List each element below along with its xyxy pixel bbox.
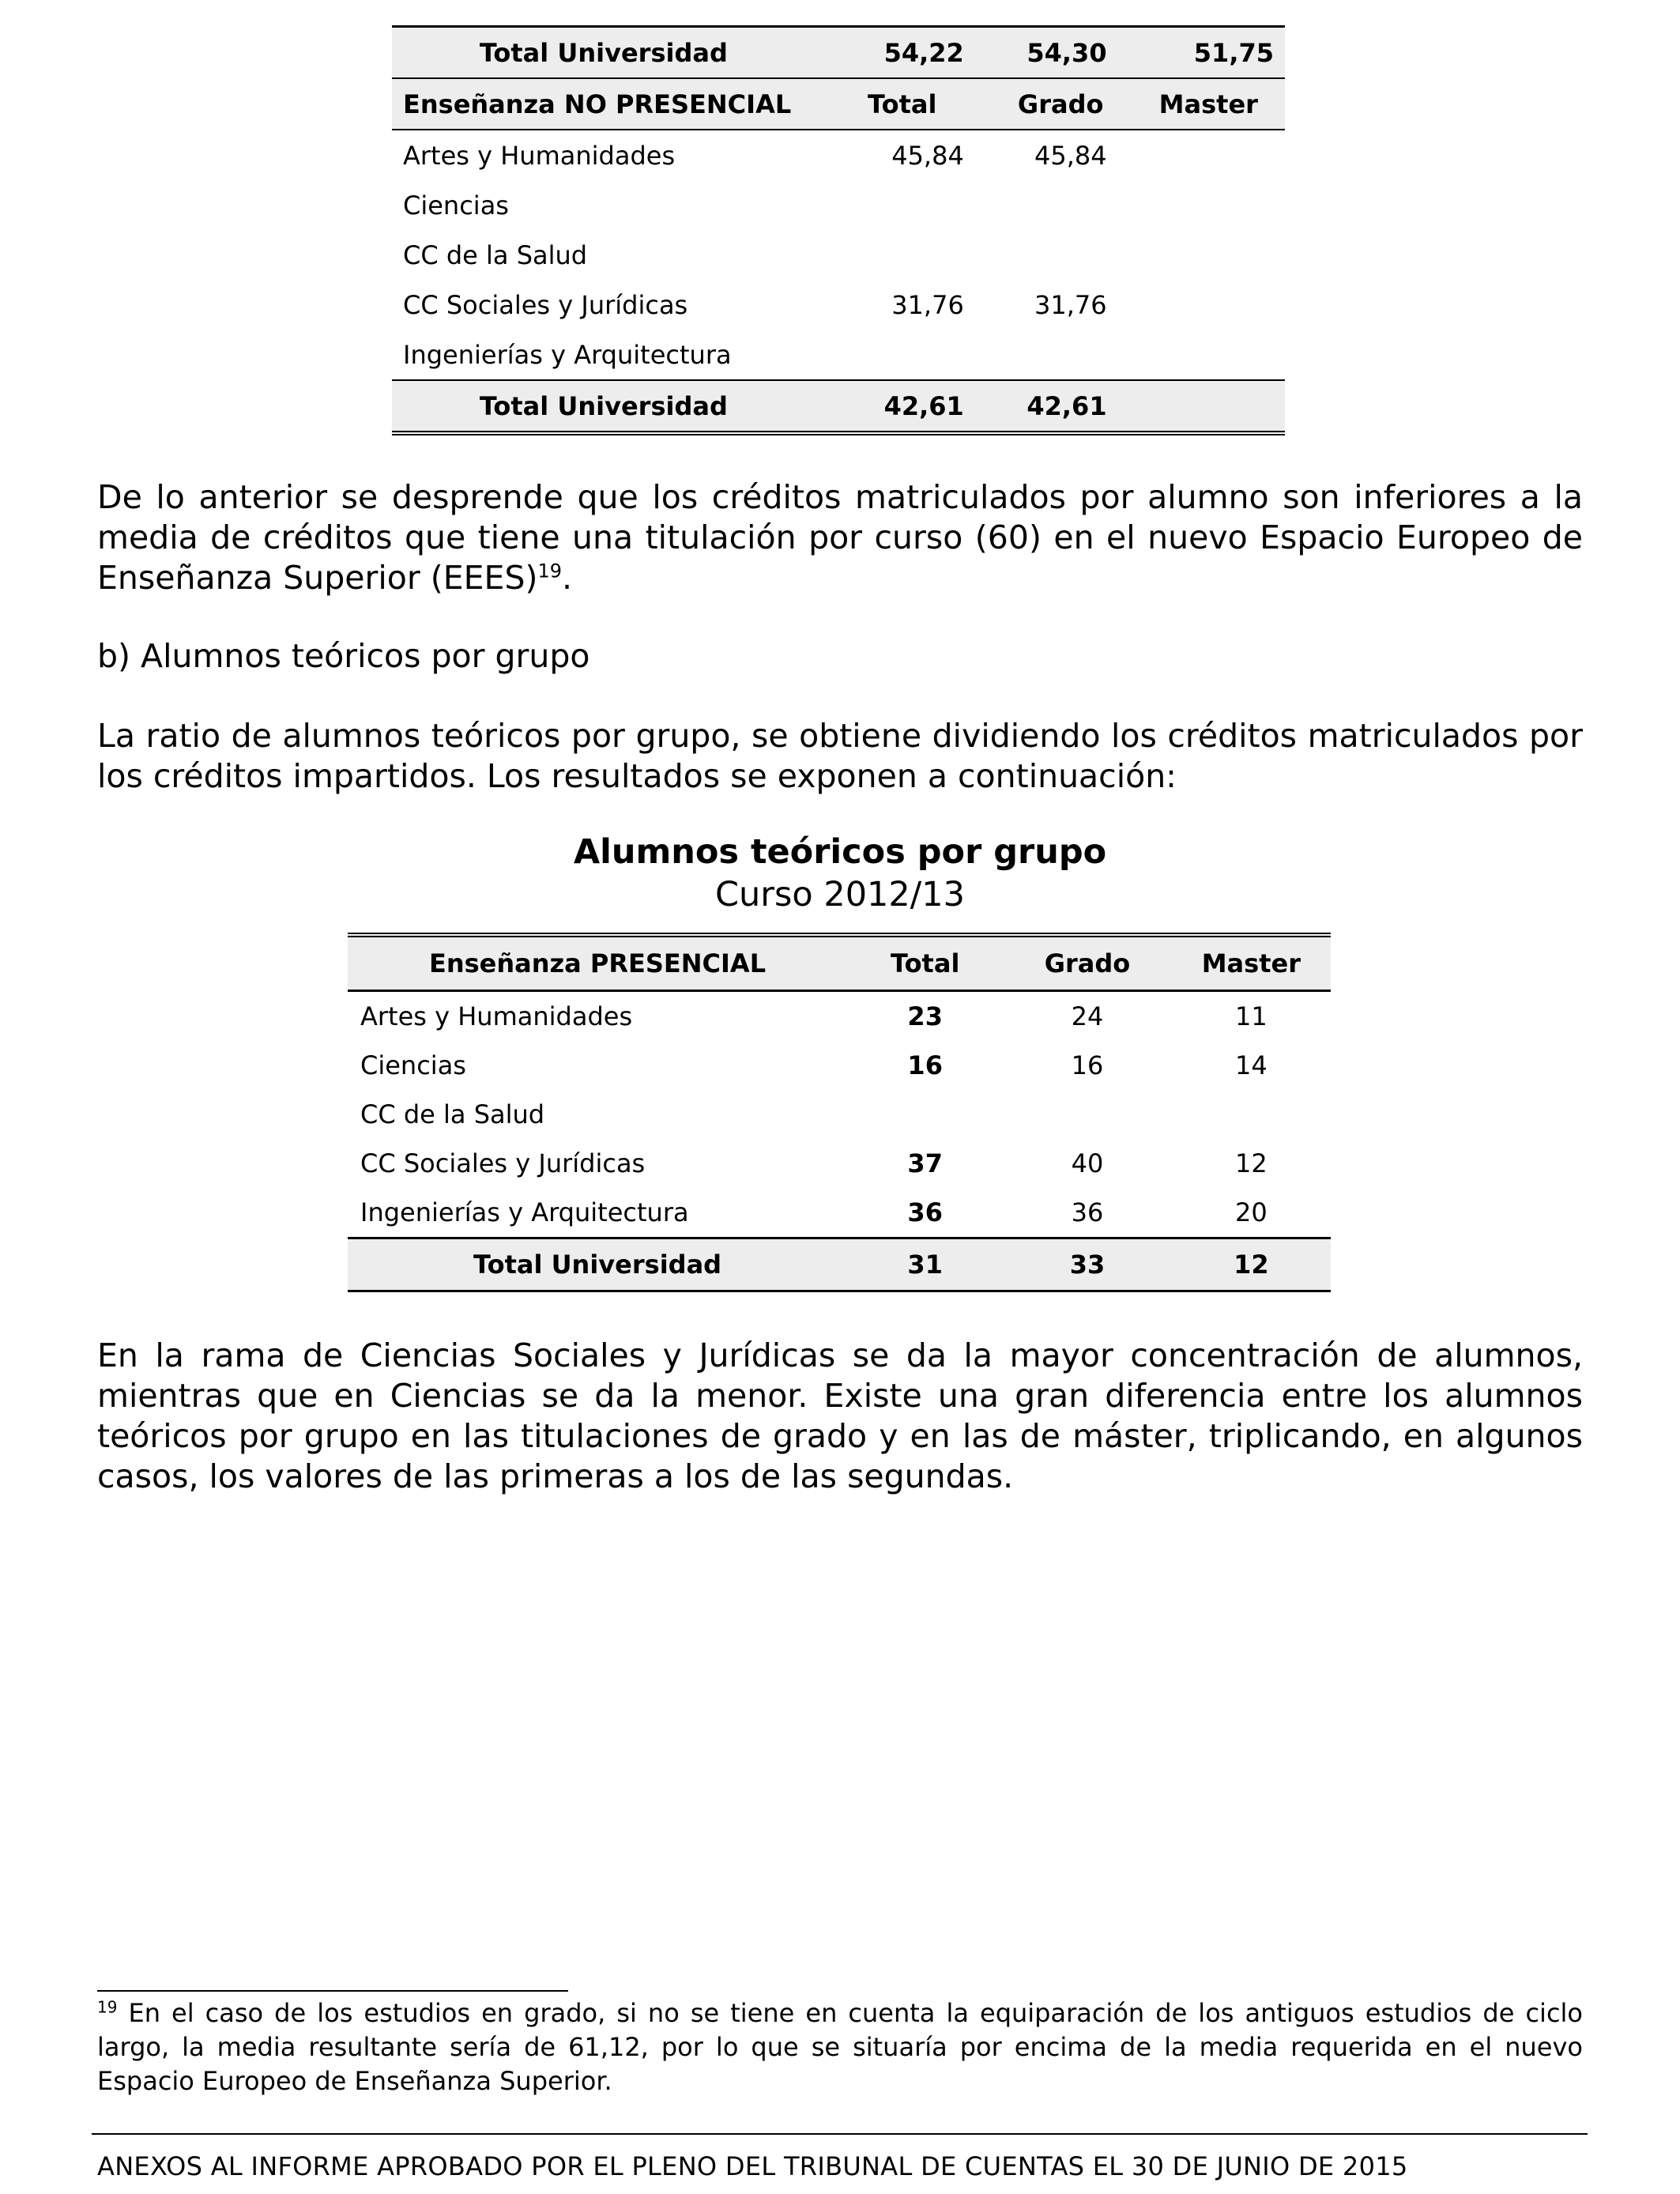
- footnote-separator: [97, 1990, 568, 1992]
- header-total: Total: [816, 78, 989, 130]
- header-grado: Grado: [1003, 935, 1171, 991]
- cell-grado: [1003, 1090, 1171, 1139]
- cell-master: [1172, 1090, 1331, 1139]
- cell-grado: 42,61: [989, 380, 1132, 433]
- paragraph-end: .: [562, 559, 573, 597]
- table-row: [348, 1188, 1331, 1238]
- cell-grado: 45,84: [1034, 140, 1107, 171]
- table-row: [348, 991, 1331, 1042]
- table-header-row: [348, 935, 1331, 991]
- cell-grado: 16: [1071, 1050, 1104, 1080]
- cell-master: [1132, 380, 1285, 433]
- cell-total: 37: [907, 1148, 943, 1178]
- cell-grado: 31,76: [1034, 289, 1107, 320]
- footnote-number: 19: [97, 1997, 118, 2017]
- row-label: Ingenierías y Arquitectura: [403, 339, 732, 370]
- paragraph-credits: [97, 477, 1583, 598]
- row-label: Artes y Humanidades: [360, 1001, 633, 1031]
- cell-total: 31,76: [891, 289, 964, 320]
- cell-master: [1132, 230, 1285, 280]
- page-footer: ANEXOS AL INFORME APROBADO POR EL PLENO DEL TRIBUNAL DE CUENTAS EL 30 DE JUNIO DE 2015: [97, 2151, 1408, 2181]
- table-row: [392, 330, 1285, 380]
- cell-total: 36: [907, 1197, 943, 1227]
- cell-total: [847, 1090, 1003, 1139]
- cell-master: 14: [1234, 1050, 1268, 1080]
- paragraph-ratio: La ratio de alumnos teóricos por grupo, se obtiene dividiendo los créditos matriculados por los créditos impartidos. Los resultados se exponen a continuación:: [97, 717, 1583, 795]
- cell-total: [816, 180, 989, 230]
- cell-master: 11: [1234, 1001, 1268, 1031]
- row-label: CC Sociales y Jurídicas: [360, 1148, 646, 1178]
- section-heading: b) Alumnos teóricos por grupo: [97, 637, 590, 675]
- table-row-total: [392, 380, 1285, 433]
- table-row: [348, 1139, 1331, 1188]
- row-label: Ciencias: [403, 190, 509, 221]
- footer-separator: [92, 2133, 1588, 2135]
- table-row: [392, 230, 1285, 280]
- table-header-row: [392, 78, 1285, 130]
- header-label: Enseñanza NO PRESENCIAL: [392, 78, 816, 130]
- row-label: Total Universidad: [348, 1238, 847, 1291]
- cell-total: [816, 230, 989, 280]
- cell-master: [1132, 180, 1285, 230]
- cell-master: [1132, 280, 1285, 330]
- cell-total: 42,61: [816, 380, 989, 433]
- header-master: Master: [1132, 78, 1285, 130]
- cell-total: 54,22: [816, 27, 989, 79]
- header-master: Master: [1172, 935, 1331, 991]
- row-label: Ciencias: [360, 1050, 466, 1080]
- paragraph-conclusion: En la rama de Ciencias Sociales y Jurídicas se da la mayor concentración de alumnos, mientras que en Ciencias se da la menor. Existe una gran diferencia entre los alumnos teóricos por grupo en las titulaciones de grado y en las de máster, triplicando, en algunos casos, los valores de las primeras a los de las segundas.: [97, 1336, 1583, 1495]
- cell-total: 45,84: [891, 140, 964, 171]
- cell-grado: [989, 230, 1132, 280]
- table-row: [392, 280, 1285, 330]
- cell-master: 51,75: [1132, 27, 1285, 79]
- cell-grado: [989, 180, 1132, 230]
- footnote-ref[interactable]: 19: [537, 560, 563, 582]
- cell-total: 31: [847, 1238, 1003, 1291]
- cell-grado: 54,30: [989, 27, 1132, 79]
- footnote-text: En el caso de los estudios en grado, si no se tiene en cuenta la equiparación de los antiguos estudios de ciclo largo, la media resultante sería de 61,12, por lo que se situaría por encima de la media requerida en el nuevo Espacio Europeo de Enseñanza Superior.: [97, 1998, 1583, 2096]
- row-label: CC de la Salud: [360, 1099, 545, 1129]
- cell-total: 23: [907, 1001, 943, 1031]
- row-label: Total Universidad: [392, 27, 816, 79]
- cell-master: 20: [1234, 1197, 1268, 1227]
- row-label: CC Sociales y Jurídicas: [403, 289, 688, 320]
- table-subtitle: Curso 2012/13: [715, 875, 965, 914]
- row-label: Artes y Humanidades: [403, 140, 676, 171]
- table-presencial: [348, 933, 1331, 1292]
- table-row-top-total: [392, 27, 1285, 79]
- table-row: [392, 130, 1285, 180]
- header-total: Total: [847, 935, 1003, 991]
- cell-total: [816, 330, 989, 380]
- row-label: CC de la Salud: [403, 239, 588, 270]
- table-row: [348, 1090, 1331, 1139]
- cell-master: 12: [1172, 1238, 1331, 1291]
- paragraph-text: De lo anterior se desprende que los créditos matriculados por alumno son inferiores a la media de créditos que tiene una titulación por curso (60) en el nuevo Espacio Europeo de Enseñanza Superior (EEES): [97, 478, 1583, 597]
- header-grado: Grado: [989, 78, 1132, 130]
- cell-total: 16: [907, 1050, 943, 1080]
- header-label: Enseñanza PRESENCIAL: [348, 935, 847, 991]
- cell-grado: [989, 330, 1132, 380]
- row-label: Total Universidad: [392, 380, 816, 433]
- cell-grado: 33: [1003, 1238, 1171, 1291]
- cell-grado: 24: [1071, 1001, 1104, 1031]
- cell-master: [1132, 130, 1285, 180]
- table-title: Alumnos teóricos por grupo: [573, 832, 1107, 872]
- table-row: [392, 180, 1285, 230]
- cell-master: 12: [1234, 1148, 1268, 1178]
- row-label: Ingenierías y Arquitectura: [360, 1197, 689, 1227]
- table-no-presencial: [392, 25, 1285, 435]
- cell-master: [1132, 330, 1285, 380]
- table-row: [348, 1041, 1331, 1090]
- cell-grado: 40: [1071, 1148, 1104, 1178]
- footnote: [97, 1996, 1583, 2098]
- cell-grado: 36: [1071, 1197, 1104, 1227]
- table-row-total: [348, 1238, 1331, 1291]
